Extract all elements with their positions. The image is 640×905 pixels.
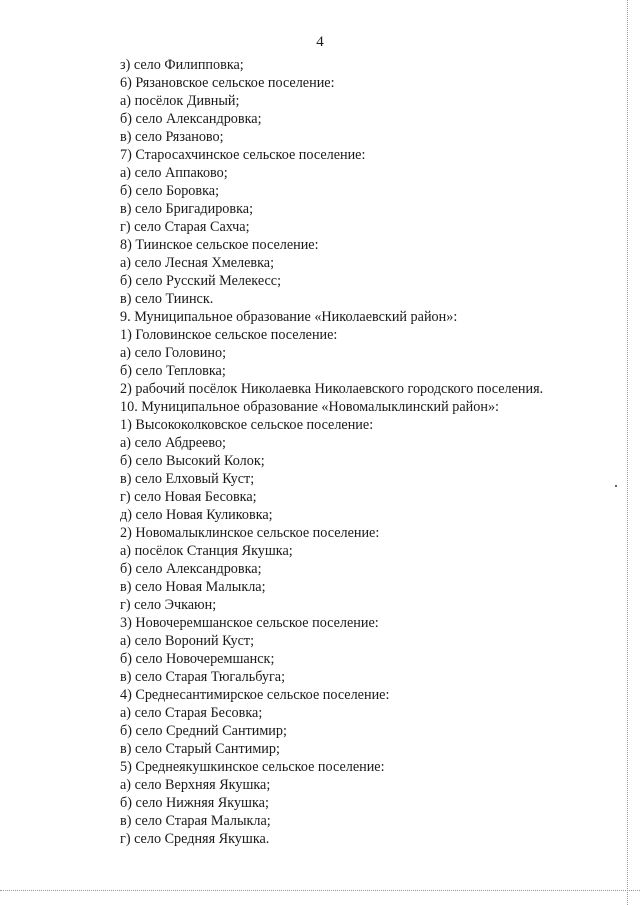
- text-line: б) село Александровка;: [120, 561, 262, 577]
- text-line: а) село Головино;: [120, 345, 227, 361]
- text-line: д) село Новая Куликовка;: [120, 507, 273, 523]
- document-body: [120, 56, 620, 848]
- text-line: г) село Новая Бесовка;: [120, 489, 257, 505]
- text-line: в) село Старая Малыкла;: [120, 813, 271, 829]
- text-line: а) посёлок Станция Якушка;: [120, 543, 293, 559]
- text-line: б) село Боровка;: [120, 183, 220, 199]
- page-bottom-edge: [0, 890, 640, 891]
- text-line: 4) Среднесантимирское сельское поселение:: [120, 687, 390, 703]
- text-line: г) село Старая Сахча;: [120, 219, 250, 235]
- text-line: а) село Абдреево;: [120, 435, 226, 451]
- text-line: 1) Высококолковское сельское поселение:: [120, 417, 374, 433]
- text-line: б) село Александровка;: [120, 111, 262, 127]
- text-line: 7) Старосахчинское сельское поселение:: [120, 147, 366, 163]
- text-line: 5) Среднеякушкинское сельское поселение:: [120, 759, 385, 775]
- text-line: б) село Нижняя Якушка;: [120, 795, 269, 811]
- text-line: 10. Муниципальное образование «Новомалыклинский район»:: [120, 399, 499, 415]
- text-line: а) село Старая Бесовка;: [120, 705, 263, 721]
- text-line: а) село Верхняя Якушка;: [120, 777, 271, 793]
- text-line: а) село Лесная Хмелевка;: [120, 255, 275, 271]
- text-line: 6) Рязановское сельское поселение:: [120, 75, 335, 91]
- text-line: а) село Вороний Куст;: [120, 633, 255, 649]
- text-line: б) село Высокий Колок;: [120, 453, 265, 469]
- text-line: в) село Новая Малыкла;: [120, 579, 266, 595]
- text-line: 2) рабочий посёлок Николаевка Николаевского городского поселения.: [120, 381, 544, 397]
- text-line: в) село Тиинск.: [120, 291, 214, 307]
- text-line: б) село Русский Мелекесс;: [120, 273, 282, 289]
- text-line: г) село Эчкаюн;: [120, 597, 217, 613]
- text-line: в) село Старая Тюгальбуга;: [120, 669, 286, 685]
- text-line: в) село Елховый Куст;: [120, 471, 255, 487]
- text-line: в) село Старый Сантимир;: [120, 741, 280, 757]
- text-line: а) посёлок Дивный;: [120, 93, 240, 109]
- text-line: 9. Муниципальное образование «Николаевский район»:: [120, 309, 458, 325]
- text-line: 1) Головинское сельское поселение:: [120, 327, 338, 343]
- text-line: б) село Тепловка;: [120, 363, 226, 379]
- text-line: з) село Филипповка;: [120, 57, 244, 73]
- text-line: б) село Новочеремшанск;: [120, 651, 275, 667]
- text-line: 3) Новочеремшанское сельское поселение:: [120, 615, 379, 631]
- text-line: 8) Тиинское сельское поселение:: [120, 237, 319, 253]
- text-line: а) село Аппаково;: [120, 165, 228, 181]
- page-number: 4: [316, 34, 324, 50]
- text-line: б) село Средний Сантимир;: [120, 723, 287, 739]
- text-line: г) село Средняя Якушка.: [120, 831, 270, 847]
- page-right-edge: [627, 0, 628, 905]
- text-line: в) село Бригадировка;: [120, 201, 254, 217]
- text-line: в) село Рязаново;: [120, 129, 224, 145]
- text-line: 2) Новомалыклинское сельское поселение:: [120, 525, 380, 541]
